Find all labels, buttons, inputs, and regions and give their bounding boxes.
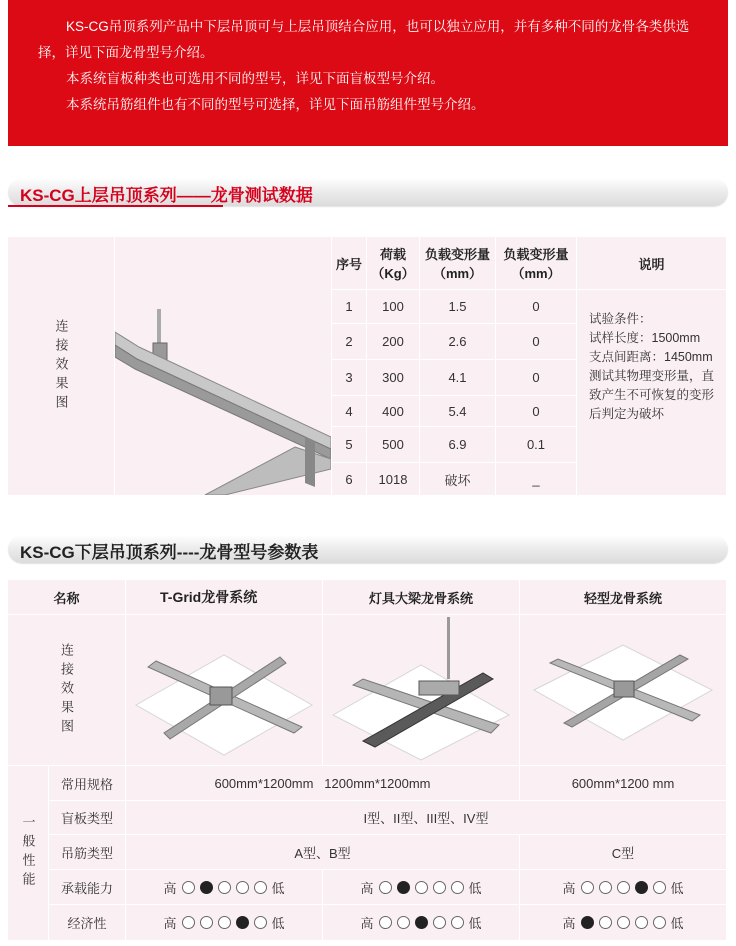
rating-dots — [562, 878, 683, 897]
table-cell: _ — [496, 463, 576, 495]
blind-label: 盲板类型 — [49, 801, 125, 834]
upper-keel-illustration — [115, 237, 331, 495]
table-cell: 2.6 — [420, 324, 495, 359]
rating-low-label: 低 — [271, 916, 285, 931]
table-cell: 0 — [496, 324, 576, 359]
test-note: 试验条件： 试样长度：1500mm 支点间距离：1450mm 测试其物理变形量，直致产生不可恢复的变形后判定为破坏 — [577, 290, 726, 495]
table-cell: 400 — [367, 396, 419, 426]
hanger-value-2: C型 — [520, 835, 726, 869]
rating-dot — [617, 881, 630, 894]
th-deform-2: 负载变形量（mm） — [496, 237, 576, 289]
general-performance-label: 一般性能 — [20, 815, 36, 891]
spec-label: 常用规格 — [49, 766, 125, 800]
rating-high-label: 高 — [562, 916, 576, 931]
rating-high-label: 高 — [163, 880, 177, 896]
tgrid-illustration — [126, 615, 322, 765]
rating-dot — [397, 881, 410, 894]
table-cell: 0 — [496, 396, 576, 426]
intro-banner — [8, 0, 728, 146]
rating-dot — [451, 881, 464, 894]
section1-header — [8, 178, 728, 206]
rating-dot — [236, 881, 249, 894]
connection-label-cell — [8, 237, 114, 495]
rating-dot — [254, 916, 267, 929]
rating-high-label: 高 — [163, 916, 177, 931]
hanger-value-1: A型、B型 — [126, 835, 519, 869]
table-cell: 500 — [367, 427, 419, 462]
rating-dot — [581, 916, 594, 929]
section1-title: KS-CG上层吊顶系列——龙骨测试数据 — [20, 186, 313, 205]
rating-dot — [254, 881, 267, 894]
light-keel-image — [520, 615, 726, 765]
rating-low-label: 低 — [670, 916, 684, 931]
table-cell: 1018 — [367, 463, 419, 495]
economy-label: 经济性 — [49, 905, 125, 940]
rating-low-label: 低 — [468, 880, 482, 896]
rating-dot — [433, 916, 446, 929]
rating-high-label: 高 — [360, 916, 374, 931]
table-cell: 2 — [332, 324, 366, 359]
intro-line-3: 本系统吊筋组件也有不同的型号可选择，详见下面吊筋组件型号介绍。 — [66, 97, 485, 112]
intro-line-1: KS-CG吊顶系列产品中下层吊顶可与上层吊顶结合应用，也可以独立应用，并有多种不同的龙骨各类供选择，详见下面龙骨型号介绍。 — [38, 19, 690, 60]
th-load: 荷载（Kg） — [367, 237, 419, 289]
rating-dot — [599, 916, 612, 929]
table-cell: 6.9 — [420, 427, 495, 462]
rating-dot — [617, 916, 630, 929]
load-rating-2 — [323, 870, 519, 904]
spec-value-1: 600mm*1200mm 1200mm*1200mm — [126, 766, 519, 800]
table-cell: 300 — [367, 360, 419, 395]
rating-dot — [653, 881, 666, 894]
economy-rating-3 — [520, 905, 726, 940]
rating-dot — [635, 916, 648, 929]
rating-dot — [581, 881, 594, 894]
table-cell: 0.1 — [496, 427, 576, 462]
table-cell: 破坏 — [420, 463, 495, 495]
rating-dot — [182, 881, 195, 894]
th-deform-1: 负载变形量（mm） — [420, 237, 495, 289]
blind-value: I型、II型、III型、IV型 — [126, 801, 726, 834]
rating-dot — [433, 881, 446, 894]
rating-dot — [451, 916, 464, 929]
load-label: 承载能力 — [49, 870, 125, 904]
rating-low-label: 低 — [670, 880, 684, 896]
rating-high-label: 高 — [360, 880, 374, 896]
hanger-label: 吊筋类型 — [49, 835, 125, 869]
rating-dot — [218, 881, 231, 894]
rating-dots — [562, 913, 683, 932]
table-cell: 5 — [332, 427, 366, 462]
rating-dot — [379, 881, 392, 894]
rating-dot — [200, 881, 213, 894]
lighting-beam-illustration — [323, 615, 519, 765]
section2-header — [8, 535, 728, 563]
th-note: 说明 — [577, 237, 726, 289]
table-cell: 3 — [332, 360, 366, 395]
economy-rating-2 — [323, 905, 519, 940]
table-cell: 0 — [496, 360, 576, 395]
spec-value-2: 600mm*1200 mm — [520, 766, 726, 800]
rating-dot — [415, 916, 428, 929]
section2-title: KS-CG下层吊顶系列----龙骨型号参数表 — [20, 543, 319, 562]
table-cell: 4.1 — [420, 360, 495, 395]
rating-high-label: 高 — [562, 880, 576, 896]
rating-dot — [218, 916, 231, 929]
rating-dot — [379, 916, 392, 929]
general-performance-cell — [8, 766, 48, 940]
rating-dot — [599, 881, 612, 894]
th-light-keel: 轻型龙骨系统 — [520, 580, 726, 614]
table-cell: 0 — [496, 290, 576, 323]
connection-label: 连接效果图 — [53, 318, 69, 414]
rating-dot — [236, 916, 249, 929]
rating-dot — [635, 881, 648, 894]
table-cell: 200 — [367, 324, 419, 359]
connection-label-2: 连接效果图 — [59, 642, 74, 738]
connection-label-cell-2 — [8, 615, 125, 765]
rating-dots — [163, 913, 284, 932]
upper-keel-image — [115, 237, 331, 495]
rating-low-label: 低 — [468, 916, 482, 931]
rating-dot — [200, 916, 213, 929]
rating-dots — [360, 878, 481, 897]
economy-rating-1 — [126, 905, 322, 940]
rating-dot — [397, 916, 410, 929]
rating-dots — [163, 878, 284, 897]
th-name: 名称 — [8, 580, 125, 614]
rating-dot — [415, 881, 428, 894]
th-tgrid: T-Grid龙骨系统 — [126, 580, 322, 614]
rating-dot — [182, 916, 195, 929]
th-lighting-beam: 灯具大梁龙骨系统 — [323, 580, 519, 614]
th-index: 序号 — [332, 237, 366, 289]
lighting-beam-image — [323, 615, 519, 765]
table-cell: 5.4 — [420, 396, 495, 426]
table-cell: 1 — [332, 290, 366, 323]
intro-line-2: 本系统盲板种类也可选用不同的型号，详见下面盲板型号介绍。 — [66, 71, 444, 86]
table-cell: 100 — [367, 290, 419, 323]
tgrid-image — [126, 615, 322, 765]
table-cell: 6 — [332, 463, 366, 495]
table-cell: 4 — [332, 396, 366, 426]
rating-low-label: 低 — [271, 880, 285, 896]
table-cell: 1.5 — [420, 290, 495, 323]
rating-dot — [653, 916, 666, 929]
rating-dots — [360, 913, 481, 932]
load-rating-3 — [520, 870, 726, 904]
light-keel-illustration — [520, 615, 726, 765]
load-rating-1 — [126, 870, 322, 904]
section1-underline — [8, 205, 223, 207]
